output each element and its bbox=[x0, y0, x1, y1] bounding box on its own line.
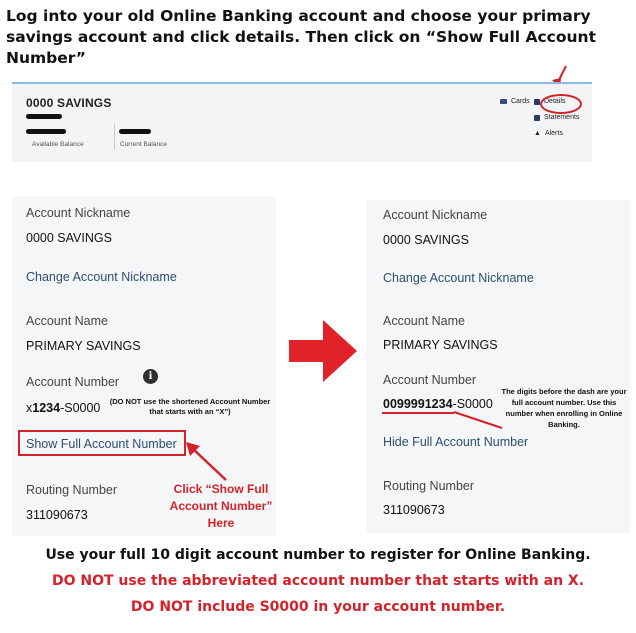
cards-link[interactable] bbox=[500, 98, 530, 105]
nickname-label: Account Nickname bbox=[26, 206, 131, 220]
current-balance-label: Current Balance bbox=[120, 141, 167, 148]
change-nickname-link[interactable]: Change Account Nickname bbox=[383, 271, 534, 285]
hide-full-account-number-link[interactable]: Hide Full Account Number bbox=[383, 435, 529, 449]
account-name-label: Account Name bbox=[26, 314, 108, 328]
change-nickname-link[interactable]: Change Account Nickname bbox=[26, 270, 177, 284]
divider bbox=[114, 124, 115, 150]
bell-icon: ▲ bbox=[534, 130, 541, 137]
underline-pointer-icon bbox=[452, 408, 504, 430]
account-title: 0000 SAVINGS bbox=[26, 96, 112, 110]
account-summary-card[interactable] bbox=[12, 82, 592, 162]
routing-number-value: 311090673 bbox=[26, 508, 88, 522]
number-digits: 1234 bbox=[32, 401, 61, 415]
routing-number-label: Routing Number bbox=[26, 483, 118, 497]
cards-link-label: Cards bbox=[511, 98, 530, 105]
bottom-note-1: Use your full 10 digit account number to register for Online Banking. bbox=[45, 547, 591, 563]
nickname-value: 0000 SAVINGS bbox=[26, 231, 112, 245]
bottom-note-3: DO NOT include S0000 in your account number. bbox=[130, 599, 506, 615]
nickname-label: Account Nickname bbox=[383, 208, 488, 222]
info-icon[interactable]: i bbox=[143, 369, 158, 384]
routing-number-label: Routing Number bbox=[383, 479, 475, 493]
short-number-warning: (DO NOT use the shortened Account Number that starts with an “X”) bbox=[109, 397, 271, 416]
details-link-label: Details bbox=[544, 98, 566, 105]
redacted-balance bbox=[26, 114, 62, 119]
number-prefix: x bbox=[26, 401, 33, 415]
account-number-label: Account Number bbox=[383, 373, 477, 387]
bottom-note-2: DO NOT use the abbreviated account number that starts with an X. bbox=[51, 573, 585, 589]
callout-arrow-icon bbox=[182, 440, 232, 486]
statements-link[interactable] bbox=[534, 114, 579, 121]
account-name-label: Account Name bbox=[383, 314, 465, 328]
statements-icon bbox=[534, 115, 540, 121]
digits-underline bbox=[382, 412, 454, 414]
details-highlight bbox=[540, 94, 582, 114]
routing-number-value: 311090673 bbox=[383, 503, 445, 517]
account-number-label: Account Number bbox=[26, 375, 120, 389]
click-here-note: Click “Show Full Account Number” Here bbox=[169, 482, 273, 530]
alerts-link[interactable] bbox=[534, 130, 563, 137]
statements-link-label: Statements bbox=[544, 114, 580, 121]
redacted-balance bbox=[119, 129, 151, 134]
shortened-account-number bbox=[26, 401, 100, 415]
account-name-value: PRIMARY SAVINGS bbox=[26, 339, 141, 353]
number-suffix: -S0000 bbox=[60, 401, 101, 415]
instruction-text: Log into your old Online Banking account and choose your primary savings account and click details. Then click on “Show Full Account Number” bbox=[6, 7, 596, 67]
number-suffix: -S0000 bbox=[452, 397, 493, 411]
right-arrow-icon bbox=[287, 318, 359, 384]
number-digits: 0099991234 bbox=[383, 397, 453, 411]
available-balance-label: Available Balance bbox=[32, 141, 84, 148]
show-full-account-number-link[interactable]: Show Full Account Number bbox=[26, 437, 177, 451]
digits-explain-note: The digits before the dash are your full account number. Use this number when enrolling in Online Banking. bbox=[501, 387, 627, 429]
nickname-value: 0000 SAVINGS bbox=[383, 233, 469, 247]
account-name-value: PRIMARY SAVINGS bbox=[383, 338, 498, 352]
alerts-link-label: Alerts bbox=[544, 130, 563, 137]
redacted-balance bbox=[26, 129, 66, 134]
card-icon bbox=[500, 99, 507, 104]
